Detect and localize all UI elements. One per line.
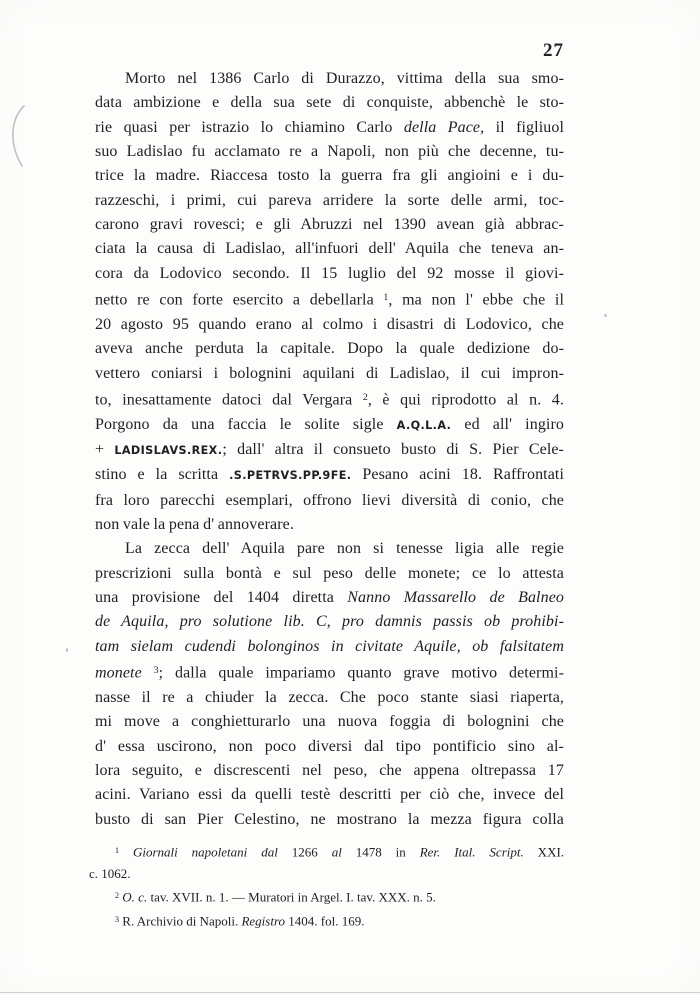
text-line [89, 909, 564, 932]
text-line [95, 91, 564, 115]
text-line [95, 362, 564, 386]
text-segment: 20 agosto 95 quando erano al colmo i disastri di Lodovico, che [95, 315, 564, 333]
text-line [95, 140, 564, 164]
text-segment: , ma non l' ebbe che il [388, 291, 564, 309]
text-segment: to, inesattamente datoci dal Vergara [95, 391, 363, 409]
text-segment: 2 [115, 891, 120, 901]
text-segment: 1404. fol. 169. [285, 913, 365, 929]
text-segment: data ambizione e della sua sete di conquiste, abbenchè le sto- [95, 94, 564, 112]
text-line [95, 164, 564, 188]
text-segment: della Pace [403, 118, 481, 136]
text-line [95, 610, 564, 634]
text-segment: stino e la scritta [95, 466, 230, 484]
text-segment: 3 [153, 665, 159, 677]
text-segment: LADISLAVS.REX. [114, 444, 223, 458]
page-bottom-edge [0, 992, 700, 993]
text-segment: suo Ladislao fu acclamato re a Napoli, non più che decenne, tu- [95, 143, 564, 161]
text-segment: La zecca dell' Aquila pare non si tenesse ligia alle regie [125, 540, 564, 558]
text-segment: 1478 in [341, 844, 420, 860]
scan-artifact-curve [2, 102, 32, 177]
text-segment: .S.PETRVS.PP.9FE. [229, 469, 352, 483]
text-line [89, 863, 564, 885]
text-line [95, 438, 564, 463]
text-line [95, 116, 564, 140]
text-segment: nasse il re a chiuder la zecca. Che poco stante siasi riaperta, [95, 688, 564, 706]
text-segment: , è qui riprodotto al n. 4. [367, 391, 564, 409]
text-segment: 3 [115, 914, 120, 924]
text-segment: R. Archivio di Napoli. [119, 913, 242, 929]
text-segment: rie quasi per istrazio lo chiamino Carlo [95, 118, 404, 136]
text-segment: ; dall' altra il consueto busto di S. Pier Cele- [222, 441, 564, 459]
text-segment: 1 [115, 846, 120, 855]
text-segment: de Aquila, pro solutione lib. C, pro damnis passis ob prohibi- [95, 613, 564, 631]
text-segment: fra loro parecchi esemplari, offrono lievi diversità di conio, che [95, 491, 564, 509]
text-line [95, 513, 564, 537]
text-line [95, 686, 564, 710]
text-segment: , il figliuol [480, 118, 564, 136]
text-segment: Porgono da una faccia le solite sigle [95, 415, 397, 433]
text-line [95, 386, 564, 413]
text-segment: + [95, 441, 115, 459]
text-segment: vettero coniarsi i bolognini aquilani di Ladislao, il cui impron- [95, 364, 564, 382]
text-segment: lora seguito, e discrescenti nel peso, che appena oltrepassa 17 [95, 761, 564, 779]
text-line [95, 189, 564, 213]
text-segment: una provisione del 1404 diretta [95, 589, 348, 607]
text-segment: Nanno Massarello de Balneo [347, 589, 564, 607]
text-line [89, 885, 564, 908]
text-segment: O. c. [122, 889, 148, 905]
text-line [95, 286, 564, 313]
text-segment: 2 [362, 391, 368, 403]
text-segment: aveva anche perduta la capitale. Dopo la quale dedizione do- [95, 340, 564, 358]
text-segment: prescrizioni sulla bontà e sul peso delle monete; ce lo attesta [95, 564, 564, 582]
text-line [95, 463, 564, 488]
text-line [95, 735, 564, 759]
text-line [95, 783, 564, 807]
text-line [95, 413, 564, 438]
scan-speck [604, 314, 607, 317]
text-line [95, 759, 564, 783]
text-line [95, 313, 564, 337]
text-segment: Pesano acini 18. Raffrontati [351, 466, 565, 484]
text-segment: mi move a conghietturarlo una nuova foggia di bolognini che [95, 713, 564, 731]
text-line [95, 337, 564, 361]
text-segment: ; dalla quale impariamo quanto grave motivo determi- [158, 664, 565, 682]
text-line [95, 537, 564, 561]
text-segment: XXI. [523, 844, 565, 860]
text-segment: d' essa uscirono, non poco diversi dal tipo pontificio sino al- [95, 737, 564, 755]
text-segment: trice la madre. Riaccesa tosto la guerra fra gli angioini e i du- [95, 167, 564, 185]
text-segment: ciata la causa di Ladislao, all'infuori dell' Aquila che teneva an- [95, 240, 564, 258]
text-segment: 1 [383, 292, 389, 304]
text-segment: Registro [241, 913, 286, 929]
text-segment: acini. Variano essi da quelli testè descritti per ciò che, invece del [95, 786, 564, 804]
text-line [95, 489, 564, 513]
text-segment: carono gravi rovesci; e gli Abruzzi nel 1390 avean già abbrac- [95, 216, 564, 234]
text-segment: cora da Lodovico secondo. Il 15 luglio del 92 mosse il giovi- [95, 264, 564, 282]
text-segment: c. 1062. [89, 866, 131, 882]
text-line [95, 213, 564, 237]
text-segment: A.Q.L.A. [396, 418, 452, 432]
text-line [95, 67, 564, 91]
text-segment: al [331, 844, 342, 860]
text-segment: razzeschi, i primi, cui pareva arridere la sorte delle armi, toc- [95, 191, 564, 209]
text-segment: ed all' ingiro [451, 415, 564, 433]
footnotes [89, 840, 564, 932]
text-line [95, 808, 564, 832]
text-line [95, 659, 564, 686]
text-line [95, 237, 564, 261]
text-line [89, 840, 564, 863]
text-line [95, 710, 564, 734]
text-segment: netto re con forte esercito a debellarla [95, 291, 384, 309]
text-segment: Rer. Ital. Script. [419, 844, 524, 860]
text-segment [119, 845, 133, 860]
text-segment: busto di san Pier Celestino, ne mostrano la mezza figura colla [95, 810, 564, 828]
text-segment: tam sielam cudendi bolonginos in civitate Aquile, ob falsitatem [95, 637, 564, 655]
text-segment: Giornali napoletani dal [132, 844, 278, 860]
text-line [95, 586, 564, 610]
body-text [95, 67, 564, 832]
text-segment: tav. XVII. n. 1. — Muratori in Argel. I. tav. XXX. n. 5. [147, 889, 436, 905]
text-line [95, 562, 564, 586]
text-line [95, 262, 564, 286]
text-segment: 1266 [277, 844, 332, 860]
text-segment: monete [95, 664, 154, 682]
text-segment: Morto nel 1386 Carlo di Durazzo, vittima della sua smo- [125, 70, 564, 87]
page-number: 27 [543, 40, 564, 61]
scan-speck [66, 648, 68, 652]
text-line [95, 635, 564, 659]
text-segment: non vale la pena d' annoverare. [95, 516, 294, 534]
